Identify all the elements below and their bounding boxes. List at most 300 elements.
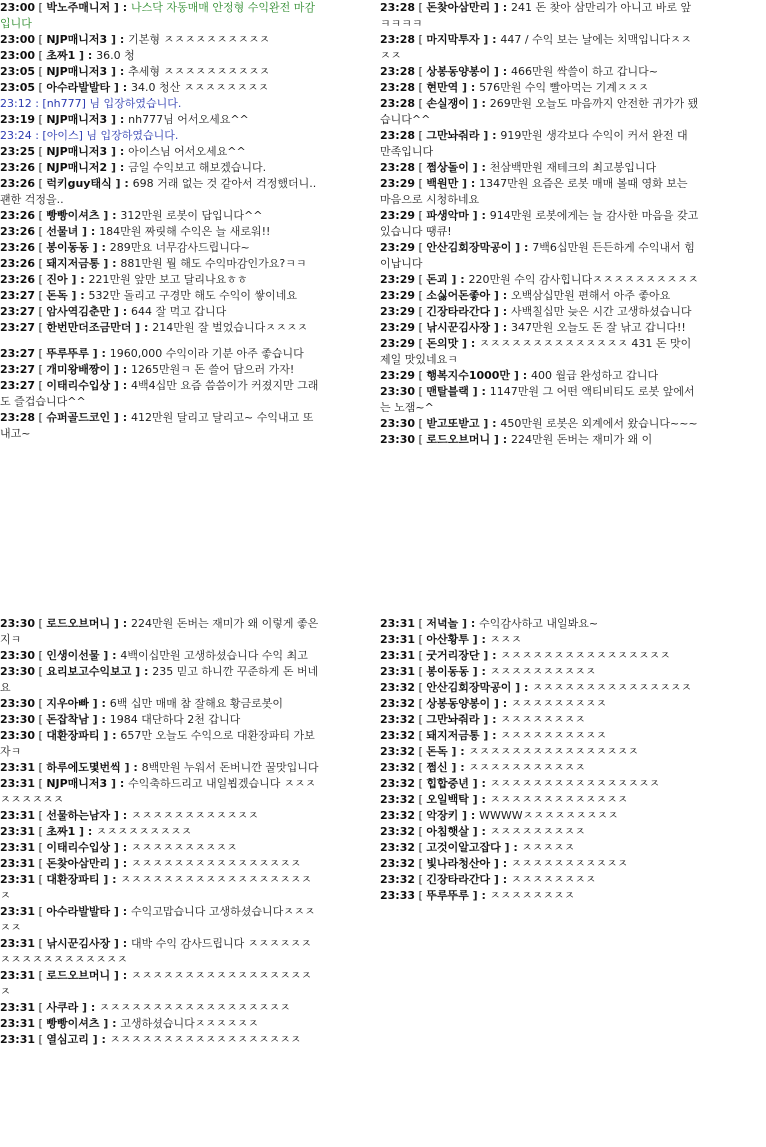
nickname[interactable]: 돈찾아삼만리 (426, 1, 491, 14)
chat-message: 23:29 [ 파생악마 ] : 914만원 로봇에게는 늘 감사한 마음을 갖고 있습니다 땡큐! (380, 209, 699, 238)
nickname[interactable]: 그만놔줘라 (426, 713, 480, 726)
message-text: ㅈㅈㅈㅈㅈㅈㅈㅈㅈ (511, 697, 607, 710)
system-text: [nh777] 님 입장하였습니다. (42, 97, 182, 110)
chat-message: 23:32 [ 힙합중년 ] : ㅈㅈㅈㅈㅈㅈㅈㅈㅈㅈㅈㅈㅈㅈㅈㅈ (380, 777, 660, 790)
nickname[interactable]: 개미왕배짱이 (46, 363, 111, 376)
message-text: nh777님 어서오세요^^ (128, 113, 249, 126)
chat-message: 23:31 [ 돈찾아삼만리 ] : ㅈㅈㅈㅈㅈㅈㅈㅈㅈㅈㅈㅈㅈㅈㅈㅈ (0, 857, 302, 870)
nickname[interactable]: 아수라발발타 (46, 81, 111, 94)
nickname[interactable]: 봉이동동 (46, 241, 89, 254)
message-time: 23:30 (0, 649, 36, 662)
chat-message: 23:31 [ 빵빵이셔츠 ] : 고생하셨습니다ㅈㅈㅈㅈㅈㅈ (0, 1017, 259, 1030)
nickname[interactable]: 빵빵이셔츠 (46, 1017, 100, 1030)
message-time: 23:28 (380, 33, 416, 46)
message-time: 23:32 (380, 825, 416, 838)
message-time: 23:29 (380, 209, 416, 222)
message-text: ㅈㅈㅈㅈㅈㅈㅈㅈ (500, 713, 586, 726)
message-time: 23:27 (0, 305, 36, 318)
nickname[interactable]: 지우아빠 (46, 697, 89, 710)
nickname[interactable]: 백원만 (426, 177, 459, 190)
message-text: 1147만원 그 어떤 액티비티도 로봇 앞에서는 노잼~^ (380, 385, 695, 414)
nickname[interactable]: 받고또받고 (426, 417, 480, 430)
nickname[interactable]: 돈찾아삼만리 (46, 857, 111, 870)
chat-message: 23:31 [ 열심고리 ] : ㅈㅈㅈㅈㅈㅈㅈㅈㅈㅈㅈㅈㅈㅈㅈㅈㅈㅈ (0, 1033, 302, 1046)
message-text: 1960,000 수익이라 기분 아주 좋습니다 (109, 347, 304, 360)
message-time: 23:00 (0, 33, 36, 46)
chat-message: 23:32 [ 아침햇살 ] : ㅈㅈㅈㅈㅈㅈㅈㅈㅈ (380, 825, 586, 838)
message-text: 881만원 뭘 해도 수익마감인가요?ㅋㅋ (120, 257, 307, 270)
nickname[interactable]: 빵빵이셔츠 (46, 209, 100, 222)
message-time: 23:24 (0, 129, 32, 142)
message-time: 23:33 (380, 889, 416, 902)
chat-message: 23:00 [ NJP매니저3 ] : 기본형 ㅈㅈㅈㅈㅈㅈㅈㅈㅈㅈ (0, 33, 270, 46)
message-text: 224만원 돈버는 재미가 왜 이 (511, 433, 653, 446)
message-time: 23:25 (0, 145, 36, 158)
nickname[interactable]: 럭키guy태식 (46, 177, 112, 190)
chat-message: 23:27 [ 뚜루뚜루 ] : 1960,000 수익이라 기분 아주 좋습니다 (0, 347, 304, 360)
chat-log-panel-2 (380, 0, 700, 530)
chat-message: 23:31 [ 굿거리장단 ] : ㅈㅈㅈㅈㅈㅈㅈㅈㅈㅈㅈㅈㅈㅈㅈㅈ (380, 649, 671, 662)
chat-message: 23:31 [ 아산황투 ] : ㅈㅈㅈ (380, 633, 522, 646)
message-text: 기본형 ㅈㅈㅈㅈㅈㅈㅈㅈㅈㅈ (128, 33, 270, 46)
message-text: 657만 오늘도 수익으로 대환장파티 가보자ㅋ (0, 729, 315, 758)
chat-message: 23:30 [ 인생이선물 ] : 4백이십만원 고생하셨습니다 수익 최고 (0, 649, 308, 662)
message-text: 1347만원 요즘은 로봇 매매 볼때 영화 보는 마음으로 시청하네요 (380, 177, 688, 206)
chat-message: 23:28 [ 손실쟁이 ] : 269만원 오늘도 마음까지 안전한 귀가가 됐습니다^^ (380, 97, 699, 126)
message-time: 23:27 (0, 379, 36, 392)
nickname[interactable]: 열심고리 (46, 1033, 89, 1046)
system-message: 23:24 : [아이스] 님 입장하였습니다. (0, 129, 179, 142)
message-text: 221만원 앞만 보고 달리나요ㅎㅎ (88, 273, 248, 286)
nickname[interactable]: 아수라발발타 (46, 905, 111, 918)
message-text: 644 잘 먹고 갑니다 (131, 305, 227, 318)
chat-message: 23:32 [ 악장키 ] : WWWWㅈㅈㅈㅈㅈㅈㅈㅈㅈ (380, 809, 619, 822)
message-text: 347만원 오늘도 돈 잘 낚고 갑니다!! (511, 321, 686, 334)
chat-message: 23:27 [ 암사역김춘만 ] : 644 잘 먹고 갑니다 (0, 305, 227, 318)
message-time: 23:31 (380, 665, 416, 678)
nickname[interactable]: 악장키 (426, 809, 459, 822)
chat-message: 23:31 [ 봉이동동 ] : ㅈㅈㅈㅈㅈㅈㅈㅈㅈㅈ (380, 665, 597, 678)
message-text: 7백6십만원 든든하게 수익내서 힘이납니다 (380, 241, 695, 270)
nickname[interactable]: NJP매니저3 (46, 145, 108, 158)
message-time: 23:05 (0, 81, 36, 94)
chat-message: 23:28 [ 돈찾아삼만리 ] : 241 돈 찾아 삼만리가 아니고 바로 앞ㅋㅋㅋㅋ (380, 1, 692, 30)
chat-message: 23:30 [ 지우아빠 ] : 6백 십만 매매 참 잘해요 황금로봇이 (0, 697, 283, 710)
message-text: 4백4십만 요즘 씀씀이가 커졌지만 그래도 즐겁습니다^^ (0, 379, 319, 408)
message-time: 23:05 (0, 65, 36, 78)
message-time: 23:31 (0, 857, 36, 870)
chat-message: 23:29 [ 낚시꾼김사장 ] : 347만원 오늘도 돈 잘 낚고 갑니다!! (380, 321, 686, 334)
nickname[interactable]: 대환장파티 (46, 729, 100, 742)
message-time: 23:29 (380, 273, 416, 286)
message-time: 23:32 (380, 857, 416, 870)
chat-message: 23:32 [ 안산김회장막공이 ] : ㅈㅈㅈㅈㅈㅈㅈㅈㅈㅈㅈㅈㅈㅈㅈ (380, 681, 692, 694)
message-time: 23:29 (380, 321, 416, 334)
system-message: 23:12 : [nh777] 님 입장하였습니다. (0, 97, 182, 110)
nickname[interactable]: 로드오브머니 (46, 969, 111, 982)
nickname[interactable]: 맨탈블랙 (426, 385, 469, 398)
chat-message: 23:31 [ 사쿠라 ] : ㅈㅈㅈㅈㅈㅈㅈㅈㅈㅈㅈㅈㅈㅈㅈㅈㅈㅈ (0, 1001, 291, 1014)
nickname[interactable]: 로드오브머니 (46, 617, 111, 630)
nickname[interactable]: 돈잡착남 (46, 713, 89, 726)
nickname[interactable]: 대환장파티 (46, 873, 100, 886)
nickname[interactable]: 빛나라청산아 (426, 857, 491, 870)
chat-message: 23:31 [ 로드오브머니 ] : ㅈㅈㅈㅈㅈㅈㅈㅈㅈㅈㅈㅈㅈㅈㅈㅈㅈㅈ (0, 969, 312, 998)
chat-message: 23:00 [ 박노주매니저 ] : 나스닥 자동매매 안정형 수익완전 마감입니다 (0, 1, 316, 30)
message-text: ㅈㅈㅈㅈㅈㅈㅈㅈㅈㅈ (131, 841, 238, 854)
message-time: 23:31 (0, 969, 36, 982)
chat-message: 23:26 [ NJP매니저2 ] : 금일 수익보고 해보겠습니다. (0, 161, 267, 174)
nickname[interactable]: 긴장타라간다 (426, 873, 491, 886)
chat-message: 23:28 [ 그만놔줘라 ] : 919만원 생각보다 수익이 커서 완전 대 만족입니다 (380, 129, 688, 158)
message-time: 23:32 (380, 809, 416, 822)
message-time: 23:29 (380, 177, 416, 190)
message-time: 23:28 (380, 1, 416, 14)
nickname[interactable]: 소싫어돈좋아 (426, 289, 491, 302)
chat-message: 23:27 [ 이태리수입상 ] : 4백4십만 요즘 씀씀이가 커졌지만 그래도 즐겁습니다^^ (0, 379, 319, 408)
chat-message: 23:33 [ 뚜루뚜루 ] : ㅈㅈㅈㅈㅈㅈㅈㅈ (380, 889, 575, 902)
nickname[interactable]: 돈의맛 (426, 337, 459, 350)
message-text: ㅈㅈㅈㅈㅈㅈㅈㅈㅈㅈㅈㅈㅈㅈㅈ (532, 681, 692, 694)
chat-message: 23:05 [ 아수라발발타 ] : 34.0 청산 ㅈㅈㅈㅈㅈㅈㅈㅈ (0, 81, 269, 94)
message-text: ㅈㅈㅈㅈㅈ (521, 841, 575, 854)
message-time: 23:31 (0, 1001, 36, 1014)
message-time: 23:32 (380, 729, 416, 742)
message-text: 698 거래 없는 것 같아서 걱정했더니.. 괜한 걱정을.. (0, 177, 317, 206)
message-text: 4백이십만원 고생하셨습니다 수익 최고 (120, 649, 308, 662)
message-text: 대박 수익 감사드립니다 ㅈㅈㅈㅈㅈㅈㅈㅈㅈㅈㅈㅈㅈㅈㅈㅈㅈㅈ (0, 937, 312, 966)
chat-message: 23:30 [ 돈잡착남 ] : 1984 대단하다 2천 갑니다 (0, 713, 241, 726)
chat-message: 23:31 [ 아수라발발타 ] : 수익고맙습니다 고생하셨습니다ㅈㅈㅈㅈㅈ (0, 905, 316, 934)
message-time: 23:26 (0, 209, 36, 222)
nickname[interactable]: 현만역 (426, 81, 459, 94)
message-time: 23:31 (0, 1017, 36, 1030)
message-text: ㅈㅈㅈㅈㅈㅈㅈㅈㅈㅈㅈㅈㅈㅈㅈㅈ (131, 857, 302, 870)
chat-message: 23:27 [ 한번만더조금만더 ] : 214만원 잘 벌었습니다ㅈㅈㅈㅈ (0, 321, 308, 334)
message-text: 추세형 ㅈㅈㅈㅈㅈㅈㅈㅈㅈㅈ (128, 65, 270, 78)
nickname[interactable]: 뚜루뚜루 (426, 889, 469, 902)
message-text: 사백칠십만 늦은 시간 고생하셨습니다 (511, 305, 692, 318)
nickname[interactable]: 뚜루뚜루 (46, 347, 89, 360)
message-time: 23:31 (0, 777, 36, 790)
message-text: 447 / 수익 보는 날에는 치맥입니다ㅈㅈㅈㅈ (380, 33, 692, 62)
message-time: 23:26 (0, 257, 36, 270)
message-time: 23:32 (380, 841, 416, 854)
nickname[interactable]: 상봉동양봉이 (426, 697, 491, 710)
chat-message: 23:31 [ 이태리수입상 ] : ㅈㅈㅈㅈㅈㅈㅈㅈㅈㅈ (0, 841, 238, 854)
message-time: 23:32 (380, 761, 416, 774)
message-time: 23:31 (0, 937, 36, 950)
message-text: 450만원 로봇은 외계에서 왔습니다~~~ (500, 417, 698, 430)
nickname[interactable]: 초짜1 (46, 825, 76, 838)
chat-message: 23:31 [ 저녁놀 ] : 수익감사하고 내일봐요~ (380, 617, 599, 630)
nickname[interactable]: NJP매니저3 (46, 33, 108, 46)
chat-message: 23:29 [ 긴장타라간다 ] : 사백칠십만 늦은 시간 고생하셨습니다 (380, 305, 692, 318)
message-text: 수익축하드리고 내일뵙겠습니다 ㅈㅈㅈㅈㅈㅈㅈㅈㅈ (0, 777, 316, 806)
message-text: ㅈㅈㅈㅈㅈㅈㅈㅈㅈㅈㅈ (468, 761, 586, 774)
message-text: ㅈㅈㅈㅈㅈㅈㅈㅈㅈㅈㅈㅈㅈㅈㅈㅈㅈㅈ (99, 1001, 291, 1014)
message-time: 23:31 (0, 905, 36, 918)
nickname[interactable]: 낚시꾼김사장 (426, 321, 491, 334)
chat-message: 23:29 [ 안산김회장막공이 ] : 7백6십만원 든든하게 수익내서 힘이납니다 (380, 241, 695, 270)
message-text: ㅈㅈㅈㅈㅈㅈㅈㅈㅈㅈㅈㅈㅈㅈ 431 돈 맛이 제일 맛있네요ㅋ (380, 337, 692, 366)
message-time: 23:31 (380, 649, 416, 662)
message-time: 23:30 (0, 697, 36, 710)
nickname[interactable]: 안산김회장막공이 (426, 241, 512, 254)
nickname[interactable]: 고것이알고잡다 (426, 841, 501, 854)
chat-message: 23:26 [ 럭키guy태식 ] : 698 거래 없는 것 같아서 걱정했더니.. 괜한 걱정을.. (0, 177, 317, 206)
chat-message: 23:30 [ 받고또받고 ] : 450만원 로봇은 외계에서 왔습니다~~~ (380, 417, 698, 430)
nickname[interactable]: 마지막투자 (426, 33, 480, 46)
chat-message: 23:27 [ 돈독 ] : 532만 돌리고 구경만 해도 수익이 쌓이네요 (0, 289, 297, 302)
message-text: 224만원 돈버는 재미가 왜 이렇게 좋은지ㅋ (0, 617, 319, 646)
nickname[interactable]: 돈괴 (426, 273, 448, 286)
message-time: 23:27 (0, 321, 36, 334)
nickname[interactable]: 손실쟁이 (426, 97, 469, 110)
message-time: 23:31 (0, 841, 36, 854)
message-time: 23:30 (0, 729, 36, 742)
message-text: ㅈㅈㅈㅈㅈㅈㅈㅈㅈㅈㅈㅈㅈㅈㅈㅈㅈㅈㅈ (0, 873, 312, 902)
nickname[interactable]: 돼지저금통 (46, 257, 100, 270)
message-text: 235 믿고 하니깐 꾸준하게 돈 버네요 (0, 665, 319, 694)
nickname[interactable]: 저녁놀 (426, 617, 459, 630)
nickname[interactable]: 요리보고수익보고 (46, 665, 132, 678)
nickname[interactable]: 인생이선물 (46, 649, 100, 662)
message-text: ㅈㅈㅈㅈㅈㅈㅈㅈㅈ (96, 825, 192, 838)
message-time: 23:29 (380, 369, 416, 382)
message-text: 1265만원ㅋ 돈 쓸어 담으러 가자! (131, 363, 295, 376)
nickname[interactable]: 슈퍼골드코인 (46, 411, 111, 424)
chat-message: 23:28 [ 쩜상돌이 ] : 천삼백만원 재테크의 최고봉입니다 (380, 161, 657, 174)
nickname[interactable]: 파생악마 (426, 209, 469, 222)
chat-log-panel-4 (380, 616, 700, 956)
message-time: 23:32 (380, 681, 416, 694)
message-time: 23:27 (0, 347, 36, 360)
chat-message: 23:30 [ 로드오브머니 ] : 224만원 돈버는 재미가 왜 이렇게 좋은지ㅋ (0, 617, 319, 646)
message-time: 23:30 (0, 713, 36, 726)
chat-message: 23:31 [ 낚시꾼김사장 ] : 대박 수익 감사드립니다 ㅈㅈㅈㅈㅈㅈㅈㅈㅈㅈㅈㅈㅈㅈㅈㅈㅈㅈ (0, 937, 312, 966)
message-time: 23:30 (0, 617, 36, 630)
nickname[interactable]: 하루에도몇번씩 (46, 761, 121, 774)
chat-message: 23:32 [ 고것이알고잡다 ] : ㅈㅈㅈㅈㅈ (380, 841, 575, 854)
message-text: 312만원 로봇이 답입니다^^ (120, 209, 263, 222)
message-time: 23:28 (380, 129, 416, 142)
nickname[interactable]: 선물녀 (46, 225, 79, 238)
nickname[interactable]: 로드오브머니 (426, 433, 491, 446)
nickname[interactable]: NJP매니저2 (46, 161, 108, 174)
chat-message: 23:30 [ 요리보고수익보고 ] : 235 믿고 하니깐 꾸준하게 돈 버네요 (0, 665, 319, 694)
message-text: ㅈㅈㅈㅈㅈㅈㅈㅈㅈㅈㅈ (511, 857, 628, 870)
chat-message: 23:27 [ 개미왕배짱이 ] : 1265만원ㅋ 돈 쓸어 담으러 가자! (0, 363, 295, 376)
message-time: 23:12 (0, 97, 32, 110)
nickname[interactable]: 그만놔줘라 (426, 129, 480, 142)
chat-message: 23:29 [ 돈괴 ] : 220만원 수익 감사힙니다ㅈㅈㅈㅈㅈㅈㅈㅈㅈㅈ (380, 273, 699, 286)
message-text: 8백만원 누워서 돈버니깐 꿀맛입니다 (141, 761, 319, 774)
message-text: 34.0 청산 ㅈㅈㅈㅈㅈㅈㅈㅈ (131, 81, 269, 94)
nickname[interactable]: 돈독 (46, 289, 68, 302)
message-text: 466만원 싹쓸이 하고 갑니다~ (511, 65, 658, 78)
chat-message: 23:19 [ NJP매니저3 ] : nh777님 어서오세요^^ (0, 113, 249, 126)
chat-message: 23:31 [ 대환장파티 ] : ㅈㅈㅈㅈㅈㅈㅈㅈㅈㅈㅈㅈㅈㅈㅈㅈㅈㅈㅈ (0, 873, 312, 902)
nickname[interactable]: NJP매니저3 (46, 65, 108, 78)
chat-message: 23:00 [ 초짜1 ] : 36.0 청 (0, 49, 135, 62)
nickname[interactable]: 힙합중년 (426, 777, 469, 790)
chat-message: 23:31 [ 선물하는남자 ] : ㅈㅈㅈㅈㅈㅈㅈㅈㅈㅈㅈㅈ (0, 809, 259, 822)
chat-message: 23:31 [ 하루에도몇번씩 ] : 8백만원 누워서 돈버니깐 꿀맛입니다 (0, 761, 319, 774)
message-time: 23:30 (380, 417, 416, 430)
chat-message: 23:32 [ 쩜신 ] : ㅈㅈㅈㅈㅈㅈㅈㅈㅈㅈㅈ (380, 761, 586, 774)
chat-message: 23:30 [ 로드오브머니 ] : 224만원 돈버는 재미가 왜 이 (380, 433, 653, 446)
chat-message: 23:29 [ 소싫어돈좋아 ] : 오백삼십만원 편해서 아주 좋아요 (380, 289, 671, 302)
chat-message: 23:32 [ 그만놔줘라 ] : ㅈㅈㅈㅈㅈㅈㅈㅈ (380, 713, 586, 726)
chat-message: 23:29 [ 돈의맛 ] : ㅈㅈㅈㅈㅈㅈㅈㅈㅈㅈㅈㅈㅈㅈ 431 돈 맛이 제일 맛있네요ㅋ (380, 337, 692, 366)
message-text: ㅈㅈㅈㅈㅈㅈㅈㅈㅈㅈㅈㅈㅈㅈㅈㅈ (489, 777, 660, 790)
message-time: 23:31 (380, 633, 416, 646)
message-text: ㅈㅈㅈㅈㅈㅈㅈㅈㅈㅈㅈㅈㅈ (489, 793, 628, 806)
message-text: 220만원 수익 감사힙니다ㅈㅈㅈㅈㅈㅈㅈㅈㅈㅈ (468, 273, 699, 286)
chat-message: 23:32 [ 돈독 ] : ㅈㅈㅈㅈㅈㅈㅈㅈㅈㅈㅈㅈㅈㅈㅈㅈ (380, 745, 639, 758)
message-time: 23:19 (0, 113, 36, 126)
nickname[interactable]: NJP매니저3 (46, 113, 108, 126)
message-time: 23:27 (0, 289, 36, 302)
message-text: ㅈㅈㅈㅈㅈㅈㅈㅈㅈㅈㅈㅈㅈㅈㅈㅈ (468, 745, 639, 758)
message-text: WWWWㅈㅈㅈㅈㅈㅈㅈㅈㅈ (479, 809, 619, 822)
message-text: 532만 돌리고 구경만 해도 수익이 쌓이네요 (88, 289, 297, 302)
nickname[interactable]: 아침햇살 (426, 825, 469, 838)
nickname[interactable]: 오일백탁 (426, 793, 469, 806)
message-time: 23:31 (0, 761, 36, 774)
message-text: 919만원 생각보다 수익이 커서 완전 대 만족입니다 (380, 129, 688, 158)
message-text: 금일 수익보고 해보겠습니다. (128, 161, 267, 174)
nickname[interactable]: 돼지저금통 (426, 729, 480, 742)
message-time: 23:28 (380, 161, 416, 174)
message-text: ㅈㅈㅈㅈㅈㅈㅈㅈㅈㅈ (489, 665, 597, 678)
chat-message: 23:25 [ NJP매니저3 ] : 아이스님 어서오세요^^ (0, 145, 246, 158)
message-time: 23:26 (0, 241, 36, 254)
message-text: 1984 대단하다 2천 갑니다 (109, 713, 241, 726)
chat-message: 23:29 [ 백원만 ] : 1347만원 요즘은 로봇 매매 볼때 영화 보는 마음으로 시청하네요 (380, 177, 688, 206)
message-text: 6백 십만 매매 참 잘해요 황금로봇이 (109, 697, 283, 710)
chat-message: 23:28 [ 상봉동양봉이 ] : 466만원 싹쓸이 하고 갑니다~ (380, 65, 658, 78)
message-time: 23:32 (380, 745, 416, 758)
nickname[interactable]: 한번만더조금만더 (46, 321, 132, 334)
message-time: 23:30 (380, 385, 416, 398)
message-text: 289만요 너무감사드립니다~ (109, 241, 250, 254)
message-time: 23:30 (380, 433, 416, 446)
message-text: 수익감사하고 내일봐요~ (479, 617, 599, 630)
message-text: ㅈㅈㅈㅈㅈㅈㅈㅈㅈㅈㅈㅈㅈㅈㅈㅈㅈㅈ (0, 969, 312, 998)
message-text: ㅈㅈㅈㅈㅈㅈㅈㅈㅈㅈ (500, 729, 607, 742)
nickname[interactable]: 쩜상돌이 (426, 161, 469, 174)
message-text: ㅈㅈㅈㅈㅈㅈㅈㅈ (489, 889, 575, 902)
message-text: 나스닥 자동매매 안정형 수익완전 마감입니다 (0, 1, 316, 30)
message-text: 고생하셨습니다ㅈㅈㅈㅈㅈㅈ (120, 1017, 259, 1030)
message-text: 914만원 로봇에게는 늘 감사한 마음을 갖고 있습니다 땡큐! (380, 209, 699, 238)
nickname[interactable]: 굿거리장단 (426, 649, 480, 662)
nickname[interactable]: 쩜신 (426, 761, 448, 774)
message-text: 412만원 달리고 달리고~ 수익내고 또 내고~ (0, 411, 314, 440)
nickname[interactable]: 안산김회장막공이 (426, 681, 512, 694)
message-time: 23:31 (0, 809, 36, 822)
nickname[interactable]: 긴장타라간다 (426, 305, 491, 318)
chat-message: 23:29 [ 행복지수1000만 ] : 400 월급 완성하고 갑니다 (380, 369, 659, 382)
message-text: ㅈㅈㅈㅈㅈㅈㅈㅈㅈㅈㅈㅈㅈㅈㅈㅈ (500, 649, 671, 662)
nickname[interactable]: 암사역김춘만 (46, 305, 111, 318)
message-time: 23:26 (0, 161, 36, 174)
spacer (0, 336, 320, 346)
nickname[interactable]: 선물하는남자 (46, 809, 111, 822)
message-text: 241 돈 찾아 삼만리가 아니고 바로 앞ㅋㅋㅋㅋ (380, 1, 692, 30)
chat-message: 23:30 [ 대환장파티 ] : 657만 오늘도 수익으로 대환장파티 가보자ㅋ (0, 729, 315, 758)
message-text: 269만원 오늘도 마음까지 안전한 귀가가 됐습니다^^ (380, 97, 699, 126)
chat-message: 23:32 [ 긴장타라간다 ] : ㅈㅈㅈㅈㅈㅈㅈㅈ (380, 873, 597, 886)
message-text: 214만원 잘 벌었습니다ㅈㅈㅈㅈ (152, 321, 308, 334)
system-text: [아이스] 님 입장하였습니다. (42, 129, 179, 142)
message-time: 23:28 (380, 97, 416, 110)
chat-message: 23:05 [ NJP매니저3 ] : 추세형 ㅈㅈㅈㅈㅈㅈㅈㅈㅈㅈ (0, 65, 270, 78)
chat-message: 23:26 [ 빵빵이셔츠 ] : 312만원 로봇이 답입니다^^ (0, 209, 263, 222)
message-time: 23:26 (0, 225, 36, 238)
message-time: 23:31 (380, 617, 416, 630)
message-time: 23:28 (380, 81, 416, 94)
message-time: 23:32 (380, 777, 416, 790)
message-time: 23:32 (380, 697, 416, 710)
message-text: 수익고맙습니다 고생하셨습니다ㅈㅈㅈㅈㅈ (0, 905, 316, 934)
message-text: ㅈㅈㅈㅈㅈㅈㅈㅈㅈㅈㅈㅈㅈㅈㅈㅈㅈㅈ (109, 1033, 302, 1046)
nickname[interactable]: 초짜1 (46, 49, 76, 62)
chat-message: 23:32 [ 상봉동양봉이 ] : ㅈㅈㅈㅈㅈㅈㅈㅈㅈ (380, 697, 607, 710)
message-time: 23:31 (0, 825, 36, 838)
message-time: 23:26 (0, 273, 36, 286)
chat-message: 23:26 [ 선물녀 ] : 184만원 짜릿해 수익은 늘 새로워!! (0, 225, 271, 238)
message-text: 오백삼십만원 편해서 아주 좋아요 (511, 289, 671, 302)
message-time: 23:00 (0, 1, 36, 14)
nickname[interactable]: 돈독 (426, 745, 448, 758)
nickname[interactable]: 상봉동양봉이 (426, 65, 491, 78)
chat-message: 23:28 [ 슈퍼골드코인 ] : 412만원 달리고 달리고~ 수익내고 또 내고~ (0, 411, 314, 440)
message-time: 23:28 (380, 65, 416, 78)
message-time: 23:32 (380, 793, 416, 806)
message-text: ㅈㅈㅈㅈㅈㅈㅈㅈ (511, 873, 597, 886)
message-text: 576만원 수익 빨아먹는 기계ㅈㅈㅈ (479, 81, 649, 94)
chat-message: 23:30 [ 맨탈블랙 ] : 1147만원 그 어떤 액티비티도 로봇 앞에서는 노잼~^ (380, 385, 695, 414)
chat-message: 23:31 [ 초짜1 ] : ㅈㅈㅈㅈㅈㅈㅈㅈㅈ (0, 825, 192, 838)
message-text: 184만원 짜릿해 수익은 늘 새로워!! (99, 225, 271, 238)
nickname[interactable]: 봉이동동 (426, 665, 469, 678)
message-time: 23:29 (380, 337, 416, 350)
nickname[interactable]: 사쿠라 (46, 1001, 79, 1014)
chat-message: 23:28 [ 현만역 ] : 576만원 수익 빨아먹는 기계ㅈㅈㅈ (380, 81, 649, 94)
nickname[interactable]: 진아 (46, 273, 68, 286)
message-time: 23:29 (380, 241, 416, 254)
message-time: 23:00 (0, 49, 36, 62)
message-text: 36.0 청 (96, 49, 135, 62)
chat-message: 23:28 [ 마지막투자 ] : 447 / 수익 보는 날에는 치맥입니다ㅈㅈㅈㅈ (380, 33, 692, 62)
message-text: ㅈㅈㅈ (489, 633, 522, 646)
message-text: 천삼백만원 재테크의 최고봉입니다 (489, 161, 657, 174)
nickname[interactable]: 행복지수1000만 (426, 369, 511, 382)
chat-message: 23:26 [ 봉이동동 ] : 289만요 너무감사드립니다~ (0, 241, 250, 254)
nickname[interactable]: 아산황투 (426, 633, 469, 646)
nickname[interactable]: NJP매니저3 (46, 777, 108, 790)
nickname[interactable]: 낚시꾼김사장 (46, 937, 111, 950)
nickname[interactable]: 이태리수입상 (46, 841, 111, 854)
chat-message: 23:31 [ NJP매니저3 ] : 수익축하드리고 내일뵙겠습니다 ㅈㅈㅈㅈㅈㅈㅈㅈㅈ (0, 777, 316, 806)
message-time: 23:32 (380, 873, 416, 886)
message-time: 23:31 (0, 873, 36, 886)
nickname[interactable]: 이태리수입상 (46, 379, 111, 392)
nickname[interactable]: 박노주매니저 (46, 1, 111, 14)
